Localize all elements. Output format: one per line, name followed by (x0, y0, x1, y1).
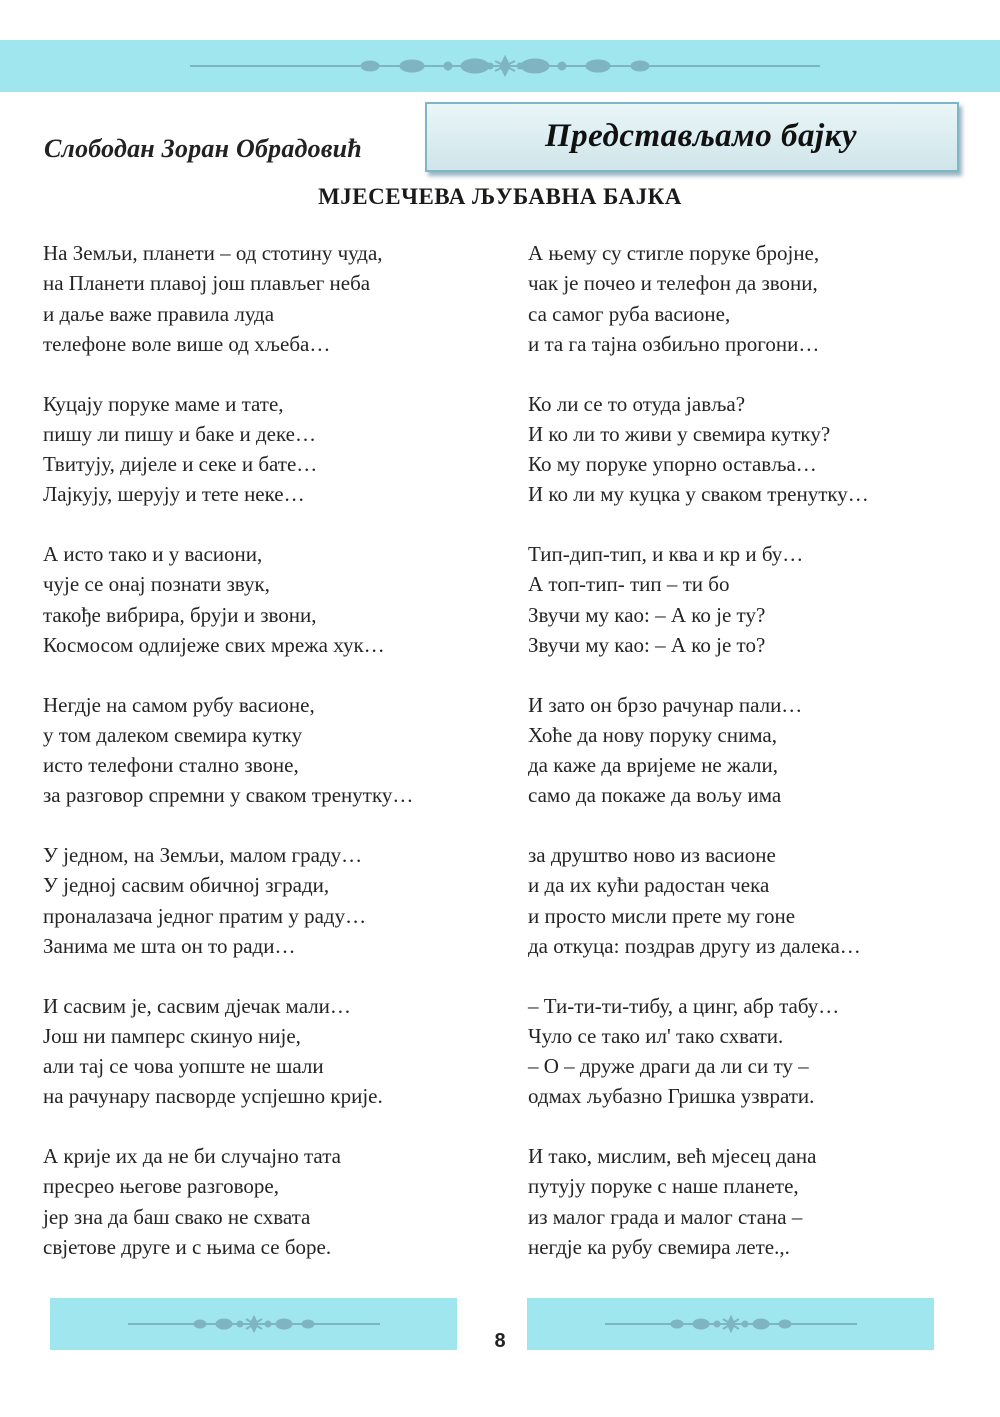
poem-line: такође вибрира, бруји и звони, (43, 602, 317, 627)
footer-ornament-icon (605, 1314, 857, 1334)
poem-line: за разговор спремни у сваком тренутку… (43, 783, 414, 808)
stanza (43, 238, 513, 389)
author-name: Слободан Зоран Обрадовић (44, 134, 362, 163)
poem-line: – О – друже драги да ли си ту – (528, 1054, 809, 1079)
poem-line: за друштво ново из васионе (528, 843, 776, 867)
poem-line: пишу ли пишу и баке и деке… (43, 421, 316, 446)
poem-line: свјетове друге и с њима се боре. (43, 1234, 332, 1259)
poem-line: одмах љубазно Гришка узврати. (528, 1084, 815, 1109)
poem-line: само да покаже да вољу има (528, 783, 782, 808)
poem-title: МЈЕСЕЧЕВА ЉУБАВНА БАЈКА (318, 184, 682, 209)
stanza (528, 539, 998, 690)
top-ornament-icon (190, 54, 820, 78)
top-decorative-band (0, 40, 1000, 92)
poem-line: У једном, на Земљи, малом граду… (43, 843, 363, 867)
poem-line: са самог руба васионе, (528, 301, 731, 326)
poem-line: Тип-дип-тип, и ква и кр и бу… (528, 542, 804, 566)
poem-line: али тај се чова уопште не шали (43, 1054, 324, 1079)
stanza (528, 1141, 998, 1292)
poem-line: Ко ли се то отуда јавља? (528, 391, 746, 416)
poem-line: исто телефони стално звоне, (43, 753, 299, 778)
poem-line: Космосом одлијеже свих мрежа хук… (43, 632, 385, 657)
stanza (43, 690, 513, 841)
poem-line: И зато он брзо рачунар пали… (528, 692, 803, 717)
poem-line: У једној сасвим обичној згради, (43, 873, 330, 898)
poem-line: у том далеком свемира кутку (43, 722, 303, 747)
section-label: Представљамо бајку (545, 118, 858, 154)
footer-ornament-icon (128, 1314, 380, 1334)
poem-line: Звучи му као: – А ко је ту? (528, 602, 766, 627)
poem-line: Занима ме шта он то ради… (43, 933, 296, 958)
poem-line: да каже да вријеме не жали, (528, 753, 778, 778)
poem-line: и даље важе правила луда (43, 301, 275, 326)
poem-line: и просто мисли прете му гоне (528, 903, 796, 928)
stanza (43, 539, 513, 690)
poem-line: И тако, мислим, већ мјесец дана (528, 1144, 817, 1168)
stanza (528, 690, 998, 841)
poem-line: А њему су стигле поруке бројне, (528, 241, 820, 265)
poem-line: Звучи му као: – А ко је то? (528, 632, 766, 657)
stanza (43, 840, 513, 991)
poem-line: Твитују, дијеле и секе и бате… (43, 452, 318, 477)
poem-line: А исто тако и у васиони, (43, 542, 263, 566)
footer-band-left (50, 1298, 457, 1350)
poem-line: Негдје на самом рубу васионе, (43, 692, 315, 717)
section-label-box (425, 102, 959, 172)
page-number: 8 (494, 1330, 506, 1352)
poem-line: – Ти-ти-ти-тибу, а цинг, абр табу… (528, 993, 840, 1018)
poem-line: Куцају поруке маме и тате, (43, 391, 284, 416)
stanza (43, 1141, 513, 1292)
poem-line: на Планети плавој још плављег неба (43, 271, 371, 296)
poem-left-column (43, 238, 513, 1292)
stanza (528, 840, 998, 991)
poem-line: И сасвим је, сасвим дјечак мали… (43, 993, 351, 1018)
poem-line: јер зна да баш свако не схвата (43, 1204, 311, 1229)
poem-line: и да их кући радостан чека (528, 873, 770, 898)
poem-line: Лајкују, шерују и тете неке… (43, 482, 305, 507)
poem-line: да откуца: поздрав другу из далека… (528, 933, 861, 958)
poem-line: Још ни памперс скинуо није, (43, 1023, 301, 1048)
poem-line: телефоне воле више од хљеба… (43, 331, 331, 356)
poem-line: и та га тајна озбиљно прогони… (528, 331, 820, 356)
stanza (528, 389, 998, 540)
footer-band-right (527, 1298, 934, 1350)
poem-right-column (528, 238, 998, 1292)
stanza (528, 991, 998, 1142)
poem-line: на рачунару пасворде успјешно крије. (43, 1084, 383, 1109)
poem-line: А топ-тип- тип – ти бо (528, 572, 730, 597)
poem-line: Хоће да нову поруку снима, (528, 722, 777, 747)
poem-line: негдје ка рубу свемира лете.,. (528, 1234, 790, 1259)
stanza (43, 991, 513, 1142)
stanza (528, 238, 998, 389)
poem-line: На Земљи, планети – од стотину чуда, (43, 241, 383, 265)
poem-line: чује се онај познати звук, (43, 572, 270, 597)
poem-line: путују поруке с наше планете, (528, 1174, 799, 1199)
poem-line: Чуло се тако ил' тако схвати. (528, 1023, 784, 1048)
stanza (43, 389, 513, 540)
poem-line: И ко ли му куцка у сваком тренутку… (528, 482, 869, 507)
poem-line: И ко ли то живи у свемира кутку? (528, 421, 831, 446)
poem-line: пресрео његове разговоре, (43, 1174, 279, 1199)
poem-line: проналазача једног пратим у раду… (43, 903, 367, 928)
poem-line: из малог града и малог стана – (528, 1204, 803, 1229)
poem-line: А крије их да не би случајно тата (43, 1144, 341, 1168)
poem-line: Ко му поруке упорно оставља… (528, 452, 817, 477)
poem-line: чак је почео и телефон да звони, (528, 271, 818, 296)
